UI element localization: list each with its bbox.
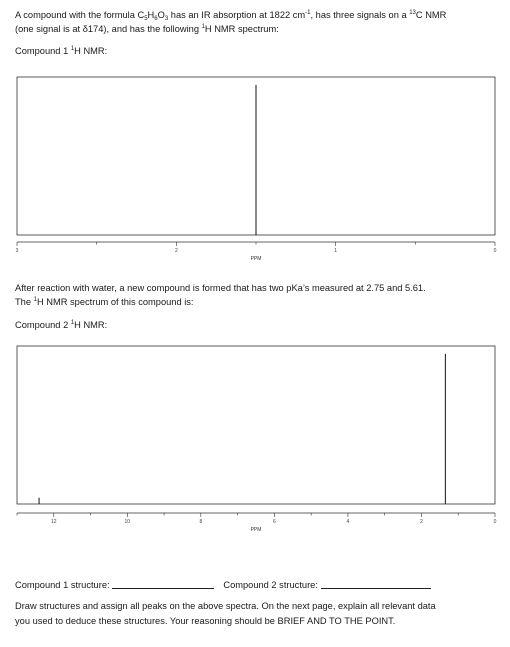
spectrum-2 xyxy=(14,341,498,541)
intro-line-1: A compound with the formula $C_5H_6O_3$ has an IR absorption at 1822 $cm^{-1}$, has three signals on a $^{13}$C NMR xyxy=(15,10,447,22)
spectrum-2-xlabel: PPM xyxy=(250,527,262,533)
instructions-line-2: you used to deduce these structures. Your reasoning should be BRIEF AND TO THE POINT. xyxy=(15,616,396,626)
instructions-line-1: Draw structures and assign all peaks on the above spectra. On the next page, explain all relevant data xyxy=(15,601,436,611)
spectrum-1-plot xyxy=(14,72,498,264)
compound2-structure-label: Compound 2 structure: xyxy=(223,580,318,590)
spectrum-2-tick-label: 6 xyxy=(272,519,276,525)
compound2-structure-blank[interactable] xyxy=(321,579,431,589)
spectrum-1-tick-label: 2 xyxy=(174,248,178,254)
compound1-structure-blank[interactable] xyxy=(112,579,214,589)
spectrum-2-frame xyxy=(17,346,495,504)
spectrum-1-tick-label: 3 xyxy=(15,248,19,254)
spectrum-2-tick-label: 0 xyxy=(493,519,497,525)
spectrum-1-xlabel: PPM xyxy=(250,256,262,262)
spectrum-1 xyxy=(14,72,498,264)
intro-line-2: (one signal is at δ174), and has the following $^1$H NMR spectrum: xyxy=(15,24,279,34)
spectrum-2-tick-label: 10 xyxy=(124,519,131,525)
spectrum-2-tick-label: 4 xyxy=(346,519,350,525)
middle-line-1: After reaction with water, a new compound is formed that has two pKa’s measured at 2.75 and 5.61. xyxy=(15,283,426,293)
spectrum-2-tick-label: 12 xyxy=(50,519,57,525)
spectrum-1-tick-label: 1 xyxy=(334,248,338,254)
compound2-nmr-label: Compound 2 $^1$H NMR: xyxy=(15,320,108,330)
spectrum-2-plot xyxy=(14,341,498,541)
spectrum-1-tick-label: 0 xyxy=(493,248,497,254)
structure-answers xyxy=(15,578,431,592)
middle-line-2: The $^1$H NMR spectrum of this compound is: xyxy=(15,297,194,307)
spectrum-2-tick-label: 2 xyxy=(420,519,423,525)
compound1-nmr-label: Compound 1 $^1$H NMR: xyxy=(15,46,108,56)
spectrum-2-tick-label: 8 xyxy=(199,519,203,525)
compound1-structure-label: Compound 1 structure: xyxy=(15,580,110,590)
